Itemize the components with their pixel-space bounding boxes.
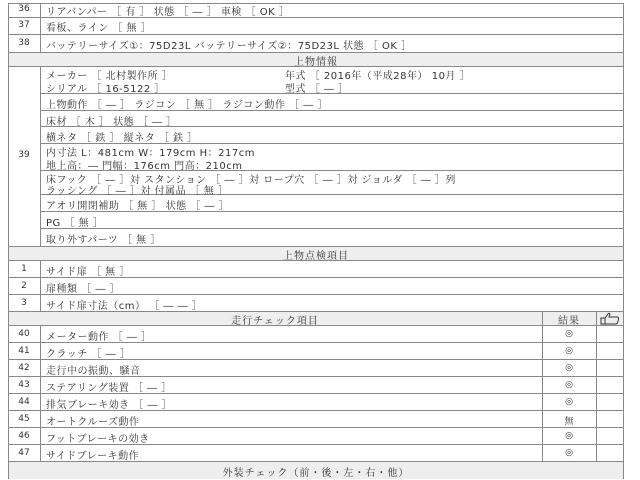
steering-text: ステアリング装置 ［ ― ］	[46, 383, 172, 394]
row-number: 44	[18, 397, 30, 407]
lashing-text: ラッシング ［ ― ］対 付属品 ［ 無 ］	[46, 186, 229, 197]
upper-info-title: 上物情報	[294, 57, 338, 68]
result-mark: ◎	[565, 346, 573, 356]
vibration-text: 走行中の振動、騒音	[46, 366, 141, 377]
exterior-check-title: 外装チェック（前・後・左・右・他）	[222, 468, 410, 479]
result-mark: ◎	[565, 329, 573, 339]
driving-check-title: 走行チェック項目	[231, 316, 319, 327]
cruise-text: オートクルーズ動作	[46, 417, 140, 428]
row-number: 37	[18, 20, 30, 30]
side-brake-text: サイドブレーキ動作	[46, 451, 140, 462]
row-number: 40	[18, 329, 30, 339]
aori-text: アオリ開閉補助 ［ 無 ］ 状態 ［ ― ］	[46, 201, 230, 212]
row-number: 36	[18, 4, 30, 14]
exhaust-brake-text: 排気ブレーキ効き ［ ― ］	[46, 400, 173, 411]
meter-text: メーター動作 ［ ― ］	[46, 332, 152, 343]
year-text: 年式 ［ 2016年（平成28年） 10月 ］	[285, 71, 471, 82]
floor-text: 床材 ［ 木 ］ 状態 ［ ― ］	[46, 117, 177, 128]
result-mark: ◎	[565, 431, 573, 441]
result-mark: ◎	[565, 397, 573, 407]
row-number: 43	[18, 380, 30, 390]
serial-text: シリアル ［ 16-5122 ］	[46, 84, 165, 95]
floor-hook-text: 床フック ［ ― ］対 スタンション ［ ― ］対 ロープ穴 ［ ― ］対 ジョルダ ［ ― ］列	[46, 175, 456, 186]
beam-text: 横ネタ ［ 鉄 ］ 縦ネタ ［ 鉄 ］	[46, 133, 198, 144]
result-header: 結果	[558, 316, 580, 327]
row-number: 1	[21, 264, 27, 274]
side-door-text: サイド扉 ［ 無 ］	[46, 267, 130, 278]
row-number: 46	[18, 431, 30, 441]
maker-text: メーカー ［ 北村製作所 ］	[46, 71, 173, 82]
row-number: 45	[18, 414, 30, 424]
door-type-text: 扉種類 ［ ― ］	[46, 284, 121, 295]
row-number: 47	[18, 448, 30, 458]
ground-height-text: 地上高：― 門幅：176cm 門高：210cm	[46, 161, 243, 172]
dimension-text: 内寸法 L：481cm W：179cm H：217cm	[46, 148, 255, 159]
row-number: 41	[18, 346, 30, 356]
result-mark: ◎	[565, 380, 573, 390]
result-mark: 無	[564, 417, 574, 427]
removable-parts-text: 取り外すパーツ ［ 無 ］	[46, 235, 161, 246]
pg-text: PG ［ 無 ］	[46, 218, 104, 229]
result-mark: ◎	[565, 363, 573, 373]
row-number: 42	[18, 363, 30, 373]
foot-brake-text: フットブレーキの効き	[46, 434, 150, 445]
model-text: 型式 ［ ― ］	[285, 84, 349, 95]
row-number: 3	[21, 298, 27, 308]
row-number: 38	[18, 38, 30, 48]
inspection-title: 上物点検項目	[283, 251, 349, 262]
operation-text: 上物動作 ［ ― ］ ラジコン ［ 無 ］ ラジコン動作 ［ ― ］	[46, 100, 328, 111]
signboard-text: 看板、ライン ［ 無 ］	[46, 23, 152, 34]
row-number: 39	[18, 150, 30, 160]
thumbs-up-hand-icon	[599, 312, 621, 325]
side-door-size-text: サイド扉寸法（cm） ［ ― ― ］	[46, 301, 203, 312]
row-number: 2	[21, 281, 27, 291]
result-mark: ◎	[565, 448, 573, 458]
battery-text: バッテリーサイズ①：75D23L バッテリーサイズ②：75D23L 状態 ［ OK ］	[46, 41, 412, 52]
rear-bumper-text: リアバンパー ［ 有 ］ 状態 ［ ― ］ 車検 ［ OK ］	[46, 7, 290, 18]
clutch-text: クラッチ ［ ― ］	[46, 349, 131, 360]
